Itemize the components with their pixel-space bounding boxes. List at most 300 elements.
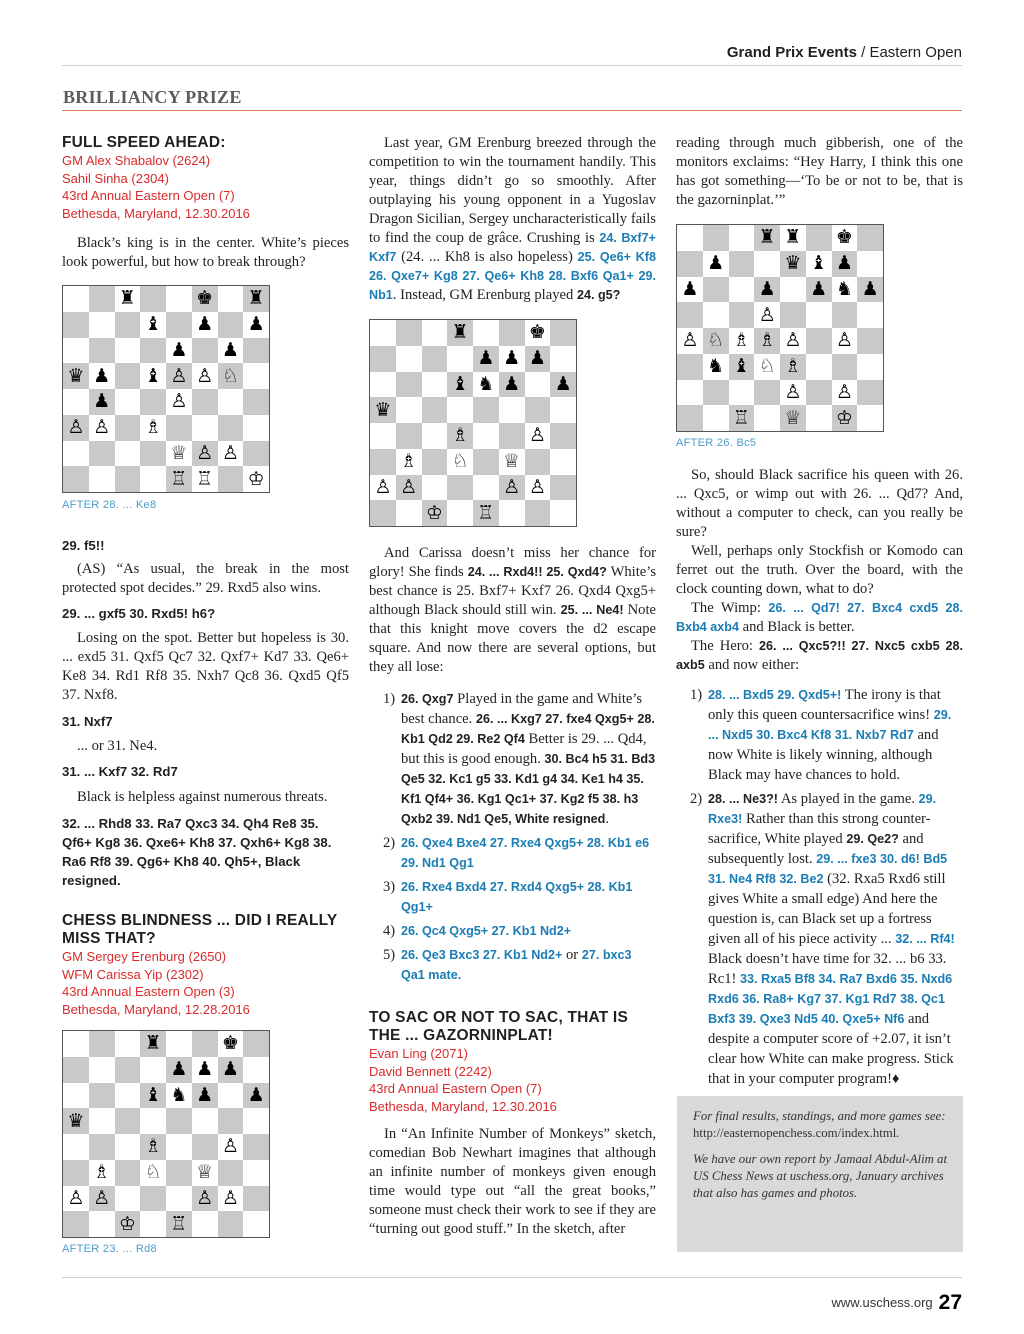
chess-board-4 [676,224,884,432]
white-bishop-icon: ♗ [732,329,750,352]
board-square [550,500,576,526]
board-square [63,338,89,364]
section-title: BRILLIANCY PRIZE [63,87,242,107]
board-square [857,405,883,431]
board-square [396,372,422,398]
board-square [780,405,806,431]
board-square [499,320,525,346]
white-king-icon: ♔ [118,1212,136,1235]
board-square [115,441,141,467]
list-item [676,789,963,1089]
board-square [89,1083,115,1109]
results-link[interactable]: http://easternopenchess.com/index.html [693,1126,897,1140]
game3-paragraph-1-cont: reading through much gibberish, one of the monitors exclaims: “Hey Harry, I think this one has got something—‘To be or not to be, that is the gazorninplat.’” [676,135,963,208]
move: 26. Qxg7 [401,692,454,706]
board-square [525,372,551,398]
board-square [832,405,858,431]
board-square [89,312,115,338]
board-square [140,415,166,441]
board-square [857,251,883,277]
board-square [115,389,141,415]
board-square [370,397,396,423]
board-square [89,1211,115,1237]
board-square [396,475,422,501]
black-pawn-icon: ♟ [477,347,495,370]
board-square [115,1211,141,1237]
note-results [693,1108,947,1142]
game2-event: 43rd Annual Eastern Open (3) [62,984,235,999]
board-square [218,1211,244,1237]
board-square [729,277,755,303]
board-square [166,1057,192,1083]
black-queen-icon: ♛ [784,252,802,275]
list-item [369,877,656,917]
board-square [525,397,551,423]
move: 30. Bc4 h5 31. Bd3 Qe5 32. Kc1 g5 33. Kd1 g4 34. Ke1 h4 35. Kf1 Qf4+ 36. Kg1 Qc1+ 37. Kg2 f5 38. h3 Qxb2 39. Nd1 Qe5, White resigned [401,752,656,826]
board-square [63,1057,89,1083]
move: 28. ... Ne3?! [708,792,778,806]
board-square [857,277,883,303]
text: . [896,1126,900,1140]
black-bishop-icon: ♝ [144,1083,162,1106]
item-number: 1) [690,687,703,703]
board-square [396,397,422,423]
move: 26. ... Qxc5?!! 27. Nxc5 cxb5 28. axb5 [676,639,963,672]
game3-paragraph-1: In “An Infinite Number of Monkeys” sketch, comedian Bob Newhart imagines that although an infinite number of monkeys given enough time would type out “all the great books,” someone must check their work to see if they are “turning out good stuff.” In the sketch, after [369,1126,656,1237]
board-square [754,225,780,251]
board-square [166,1031,192,1057]
board-square [525,449,551,475]
annotation: ... or 31. Ne4. [77,738,158,754]
black-pawn-icon: ♟ [170,1058,188,1081]
board-square [499,449,525,475]
board-square [192,1186,218,1212]
board-square [550,449,576,475]
annotation: Black is helpless against numerous threats. [77,789,328,805]
board-square [218,1134,244,1160]
board-square [806,225,832,251]
text: Black doesn’t have time for 32. ... b6 33. Rc1! [708,951,947,987]
board-square [89,1031,115,1057]
board-square [166,415,192,441]
footer [831,1291,962,1315]
board-square [677,405,703,431]
text: . Instead, GM Erenburg played [392,287,577,303]
list-item [369,689,656,829]
black-pawn-icon: ♟ [681,277,699,300]
white-king-icon: ♔ [425,501,443,524]
text: The irony is that only this queen countersacrifice wins! [708,687,941,723]
black-pawn-icon: ♟ [196,1058,214,1081]
board-square [218,363,244,389]
board-square [396,423,422,449]
board-square [370,423,396,449]
move: 24. Bxf7+ Kxf7 [369,231,656,264]
board-square [499,500,525,526]
list-item [369,921,656,941]
board-square [447,372,473,398]
move: 25. Qe6+ Kf8 26. Qxe7+ Kg8 27. Qe6+ Kh8 28. Bxf6 Qa1+ 29. Nb1 [369,250,656,302]
board-square [806,354,832,380]
board-square [525,423,551,449]
text: and now White is likely winning, although Black may have chances to hold. [708,727,939,783]
game3-event: 43rd Annual Eastern Open (7) [369,1081,542,1096]
column-2 [369,134,656,1239]
board-square [422,372,448,398]
board-square [422,500,448,526]
board-square [422,397,448,423]
board-square [140,286,166,312]
white-pawn-icon: ♙ [784,329,802,352]
white-king-icon: ♔ [247,467,265,490]
board-square [192,466,218,492]
white-pawn-icon: ♙ [67,1186,85,1209]
board-square [677,328,703,354]
move-line: 31. ... Kxf7 32. Rd7 [62,764,178,779]
item-number: 5) [383,947,396,963]
board-square [89,1186,115,1212]
game3-place: Bethesda, Maryland, 12.30.2016 [369,1098,557,1114]
board-square [473,346,499,372]
board-square [63,1186,89,1212]
item-number: 1) [383,691,396,707]
board-square [192,1057,218,1083]
white-pawn-icon: ♙ [170,390,188,413]
white-queen-icon: ♕ [784,406,802,429]
board-square [806,328,832,354]
board-square [754,251,780,277]
text: and subsequently lost. [708,831,924,867]
board-square [243,1211,269,1237]
board-square [703,405,729,431]
board-square [370,449,396,475]
black-rook-icon: ♜ [758,226,776,249]
board-square [729,380,755,406]
text: For final results, standings, and more games see: [693,1109,946,1123]
black-bishop-icon: ♝ [144,313,162,336]
move: 27. bxc3 Qa1 mate. [401,948,632,982]
black-king-icon: ♚ [196,287,214,310]
board-square [115,1160,141,1186]
black-pawn-icon: ♟ [861,277,879,300]
move-line: 29. f5!! [62,538,105,553]
black-pawn-icon: ♟ [554,372,572,395]
board-square [396,500,422,526]
board-square [806,380,832,406]
chess-board-2 [62,1030,270,1238]
board-square [63,1160,89,1186]
board-square [857,354,883,380]
board1-caption: AFTER 28. ... Ke8 [62,499,157,511]
header-sep: / [856,44,870,61]
board-square [192,415,218,441]
board-square [166,466,192,492]
end-mark-icon: ♦ [892,1071,900,1087]
white-pawn-icon: ♙ [835,329,853,352]
board-square [140,1134,166,1160]
board-square [243,1057,269,1083]
board-square [243,415,269,441]
board-square [447,500,473,526]
white-pawn-icon: ♙ [170,364,188,387]
item-number: 2) [383,835,396,851]
move: 26. ... Qd7! 27. Bxc4 cxd5 28. Bxb4 axb4 [676,601,963,634]
board-square [166,1186,192,1212]
list-item [676,685,963,785]
black-pawn-icon: ♟ [247,1083,265,1106]
board-square [243,312,269,338]
board-square [115,1031,141,1057]
board-square [243,286,269,312]
board-square [115,338,141,364]
black-pawn-icon: ♟ [528,347,546,370]
black-pawn-icon: ♟ [93,364,111,387]
board-square [525,346,551,372]
white-pawn-icon: ♙ [528,424,546,447]
board-square [243,338,269,364]
board-square [218,312,244,338]
board-square [370,372,396,398]
board-square [243,466,269,492]
board-square [63,415,89,441]
white-pawn-icon: ♙ [196,441,214,464]
move: 26. Qe3 Bxc3 27. Kb1 Nd2+ [401,948,563,962]
board-square [63,312,89,338]
board-square [806,277,832,303]
board-square [780,302,806,328]
board-square [396,320,422,346]
annotation: (AS) “As usual, the break in the most protected spot decides.” 29. Rxd5 also wins. [62,561,349,596]
black-pawn-icon: ♟ [835,252,853,275]
board-square [473,449,499,475]
board-square [192,363,218,389]
board-square [396,346,422,372]
board-square [218,466,244,492]
board-square [89,363,115,389]
board-square [677,251,703,277]
game1-event: 43rd Annual Eastern Open (7) [62,188,235,203]
board-square [218,389,244,415]
board-square [115,466,141,492]
board-square [754,328,780,354]
board-square [218,415,244,441]
board-square [473,320,499,346]
board-square [729,251,755,277]
board-square [370,320,396,346]
board-square [832,251,858,277]
move: 29. ... fxe3 30. d6! Bd5 31. Ne4 Rf8 32. Be2 [708,852,948,886]
board-square [473,397,499,423]
black-queen-icon: ♛ [67,1109,85,1132]
game3-title: TO SAC OR NOT TO SAC, THAT IS THE ... GAZORNINPLAT! [369,1009,628,1044]
white-rook-icon: ♖ [170,467,188,490]
board-square [192,1160,218,1186]
board-square [243,1160,269,1186]
board-square [703,328,729,354]
text: As played in the game. [778,791,919,807]
board-square [89,1108,115,1134]
board-square [140,1031,166,1057]
white-pawn-icon: ♙ [93,416,111,439]
board-square [447,449,473,475]
black-king-icon: ♚ [528,321,546,344]
header-rule [62,65,962,66]
board-square [243,389,269,415]
board-square [473,423,499,449]
board-square [550,320,576,346]
board-square [703,302,729,328]
white-pawn-icon: ♙ [835,380,853,403]
board-square [192,1031,218,1057]
board-square [166,1160,192,1186]
board-square [140,1186,166,1212]
board-square [218,1186,244,1212]
board-square [499,423,525,449]
board-square [192,286,218,312]
game2-place: Bethesda, Maryland, 12.28.2016 [62,1001,250,1017]
board-square [780,328,806,354]
game1-black: Sahil Sinha (2304) [62,170,169,186]
list-item [369,833,656,873]
board-square [63,441,89,467]
board-square [166,286,192,312]
white-pawn-icon: ♙ [221,1135,239,1158]
board-square [243,363,269,389]
board-square [192,1108,218,1134]
move: 28. ... Bxd5 29. Qxd5+! [708,688,842,702]
board2-caption: AFTER 23. ... Rd8 [62,1243,157,1255]
board-square [63,286,89,312]
board-square [729,405,755,431]
move-line: 29. ... gxf5 30. Rxd5! h6? [62,606,216,621]
board-square [857,328,883,354]
black-rook-icon: ♜ [144,1032,162,1055]
black-pawn-icon: ♟ [758,277,776,300]
board-square [115,1083,141,1109]
board-square [140,1160,166,1186]
board-square [447,397,473,423]
black-bishop-icon: ♝ [144,364,162,387]
text: Note that this knight move covers the d2 escape square. And now there are several options, but they all lose: [369,602,656,675]
board-square [754,405,780,431]
board-square [140,441,166,467]
page-number: 27 [938,1291,962,1314]
white-knight-icon: ♘ [758,355,776,378]
board-square [243,441,269,467]
black-pawn-icon: ♟ [810,277,828,300]
annotation: Losing on the spot. Better but hopeless is 30. ... exd5 31. Qxf5 Qc7 32. Qxf7+ Kd7 33. Qe6+ Ke8 34. Rd1 Rf8 35. Nxh7 Qc8 36. Qxd5 Qf5 37. Nxf8. [62,630,349,703]
board-square [857,225,883,251]
board-square [89,415,115,441]
text: Played in the game and White’s best chance. [401,691,643,727]
item-number: 3) [383,879,396,895]
move: 26. Qc4 Qxg5+ 27. Kb1 Nd2+ [401,924,572,938]
board-square [89,338,115,364]
board-square [166,1211,192,1237]
board-square [166,441,192,467]
black-rook-icon: ♜ [118,287,136,310]
board-square [703,380,729,406]
variation-list [676,685,963,1089]
board-square [63,363,89,389]
board-square [499,475,525,501]
white-pawn-icon: ♙ [221,441,239,464]
board-square [729,302,755,328]
white-pawn-icon: ♙ [784,380,802,403]
board-square [140,1057,166,1083]
game1-intro: Black’s king is in the center. White’s pieces look powerful, but how to break through? [62,235,349,270]
white-queen-icon: ♕ [503,450,521,473]
board-square [89,1057,115,1083]
board-square [550,397,576,423]
chess-board-1 [62,285,270,493]
black-queen-icon: ♛ [67,364,85,387]
board-square [370,475,396,501]
text: Rather than this strong counter-sacrifice, White played [708,811,931,847]
board-square [857,302,883,328]
board-square [447,423,473,449]
board-square [89,389,115,415]
white-bishop-icon: ♗ [144,1135,162,1158]
board-square [166,338,192,364]
black-bishop-icon: ♝ [451,372,469,395]
board-square [396,449,422,475]
white-bishop-icon: ♗ [400,450,418,473]
board-square [218,286,244,312]
game2-title: CHESS BLINDNESS ... DID I REALLY MISS THAT? [62,912,338,947]
text: White’s best chance is 25. Bxf7+ Kxf7 26. Qxd4 Qxg5+ although Black should still win. [369,564,656,618]
game3-paragraph-4 [676,599,963,637]
board-square [677,277,703,303]
board-square [703,354,729,380]
text: Better is 29. ... Qd4, but this is good enough. [401,731,647,767]
game2-paragraph-2 [369,544,656,677]
board-square [63,1134,89,1160]
board-square [703,225,729,251]
header-section: Grand Prix Events [726,44,857,61]
board-square [857,380,883,406]
variation-list [369,689,656,985]
black-pawn-icon: ♟ [503,372,521,395]
board-square [832,277,858,303]
board-square [140,1108,166,1134]
white-bishop-icon: ♗ [144,416,162,439]
board-square [218,1083,244,1109]
section-rule [62,110,962,111]
move: 29. ... Nxd5 30. Bxc4 Kf8 31. Nxb7 Rd7 [708,708,952,742]
black-pawn-icon: ♟ [170,338,188,361]
board-square [166,363,192,389]
black-pawn-icon: ♟ [196,313,214,336]
board-square [166,1134,192,1160]
board-square [166,312,192,338]
move-line: 32. ... Rhd8 33. Ra7 Qxc3 34. Qh4 Re8 35. Qf6+ Kg8 36. Qxe6+ Kh8 37. Qxh6+ Kg8 38. Ra6 Rf8 39. Qg6+ Kh8 40. Qh5+, Black resigned. [62,816,332,888]
board-square [832,380,858,406]
white-rook-icon: ♖ [170,1212,188,1235]
board-square [473,475,499,501]
board-square [140,466,166,492]
board-square [218,1031,244,1057]
board-square [806,405,832,431]
item-number: 2) [690,791,703,807]
move: 26. Rxe4 Bxd4 27. Rxd4 Qxg5+ 28. Kb1 Qg1+ [401,880,633,914]
board-square [115,1134,141,1160]
board-square [63,389,89,415]
text: and Black is better. [739,619,855,635]
white-queen-icon: ♕ [170,441,188,464]
white-pawn-icon: ♙ [196,1186,214,1209]
white-pawn-icon: ♙ [67,416,85,439]
